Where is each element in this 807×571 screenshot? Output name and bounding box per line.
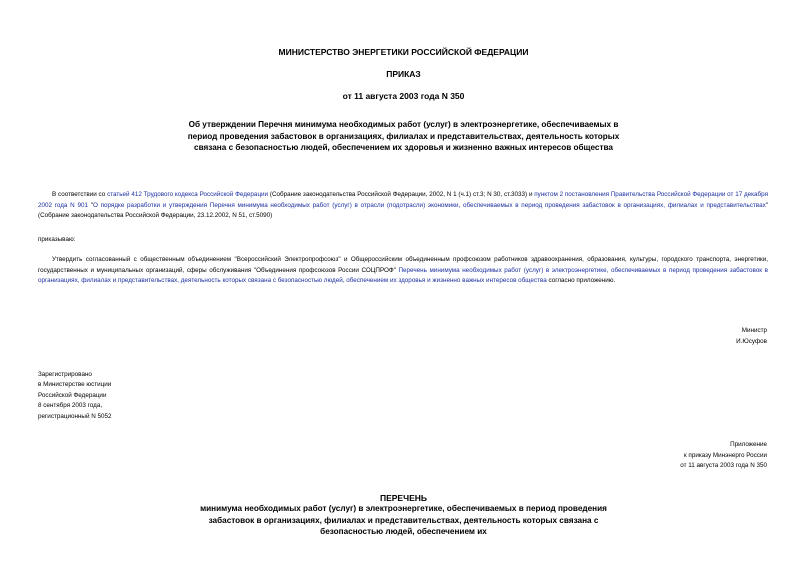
preamble-text-2: (Собрание законодательства Российской Федерации, 2002, N 1 (ч.1) ст.3; N 30, ст.3033) и — [268, 191, 535, 198]
order-subject: Об утверждении Перечня минимума необходимых работ (услуг) в электроэнергетике, обеспечиваемых в период проведения забастовок в организациях, филиалах и представительствах, деятельность которых связана с безопасностью людей, обеспечением их здоровья и жизненно важных интересов общества — [187, 120, 620, 153]
registration-block — [38, 370, 112, 422]
list-title: ПЕРЕЧЕНЬ — [379, 493, 427, 503]
signature-name: И.Юсуфов — [736, 337, 767, 345]
annex-line-2: к приказу Минэнерго России — [683, 451, 767, 459]
registration-line-4: 8 сентября 2003 года, — [38, 402, 103, 410]
order-heading: ПРИКАЗ — [386, 69, 421, 79]
preamble-paragraph — [38, 190, 768, 222]
annex-line-3: от 11 августа 2003 года N 350 — [680, 462, 767, 470]
signature-block — [736, 326, 767, 348]
link-labor-code-article-412[interactable]: статьей 412 Трудового кодекса Российской Федерации — [107, 191, 269, 198]
list-subtitle: минимума необходимых работ (услуг) в электроэнергетике, обеспечиваемых в период проведения забастовок в организациях, филиалах и представительствах, деятельность которых связана с безопасностью людей, обеспечением их — [200, 504, 607, 537]
link-government-resolution-901[interactable]: пунктом 2 постановления Правительства Российской Федерации от 17 декабря 2002 года N 901 — [38, 191, 769, 209]
preamble-text-3: " — [87, 201, 93, 209]
signature-title: Министр — [741, 327, 767, 334]
preamble-text-1: В соответствии со — [52, 191, 108, 198]
registration-line-1: Зарегистрировано — [38, 371, 92, 378]
registration-line-2: в Министерстве юстиции — [38, 381, 112, 389]
decree-text-2: согласно приложению. — [546, 277, 616, 285]
ministry-heading: МИНИСТЕРСТВО ЭНЕРГЕТИКИ РОССИЙСКОЙ ФЕДЕРАЦИИ — [278, 47, 529, 57]
decree-paragraph — [38, 255, 768, 287]
link-resolution-title[interactable]: О порядке разработки и утверждения Перечня минимума необходимых работ (услуг) в отрасли (подотрасли) экономики, обеспечиваемых в период проведения забастовок в организациях, филиалах и представительствах — [92, 201, 766, 209]
registration-line-3: Российской Федерации — [38, 391, 107, 399]
link-list-of-works[interactable]: Перечень минимума необходимых работ (услуг) в электроэнергетике, обеспечиваемых в период проведения забастовок в организациях, филиалах и представительствах, деятельность которых связана с безопасностью людей, обеспечением их здоровья и жизненно важных интересов общества — [38, 266, 768, 285]
annex-line-1: Приложение — [730, 441, 767, 448]
preamble-text-4: " (Собрание законодательства Российской Федерации, 23.12.2002, N 51, ст.5090) — [38, 201, 768, 220]
decree-text-1: Утвердить согласованный с общественным объединением "Всероссийский Электропрофсоюз" и Общероссийским объединенным профсоюзом работников здравоохранения, образования, культуры, городского транспорта, энергетики, государственных и муниципальных организаций, сферы обслуживания "Объединения профсоюзов России СОЦПРОФ" — [38, 256, 768, 274]
order-word: приказываю: — [38, 236, 76, 243]
annex-block — [680, 440, 767, 472]
registration-line-5: регистрационный N 5052 — [38, 412, 112, 420]
order-date: от 11 августа 2003 года N 350 — [342, 91, 465, 101]
